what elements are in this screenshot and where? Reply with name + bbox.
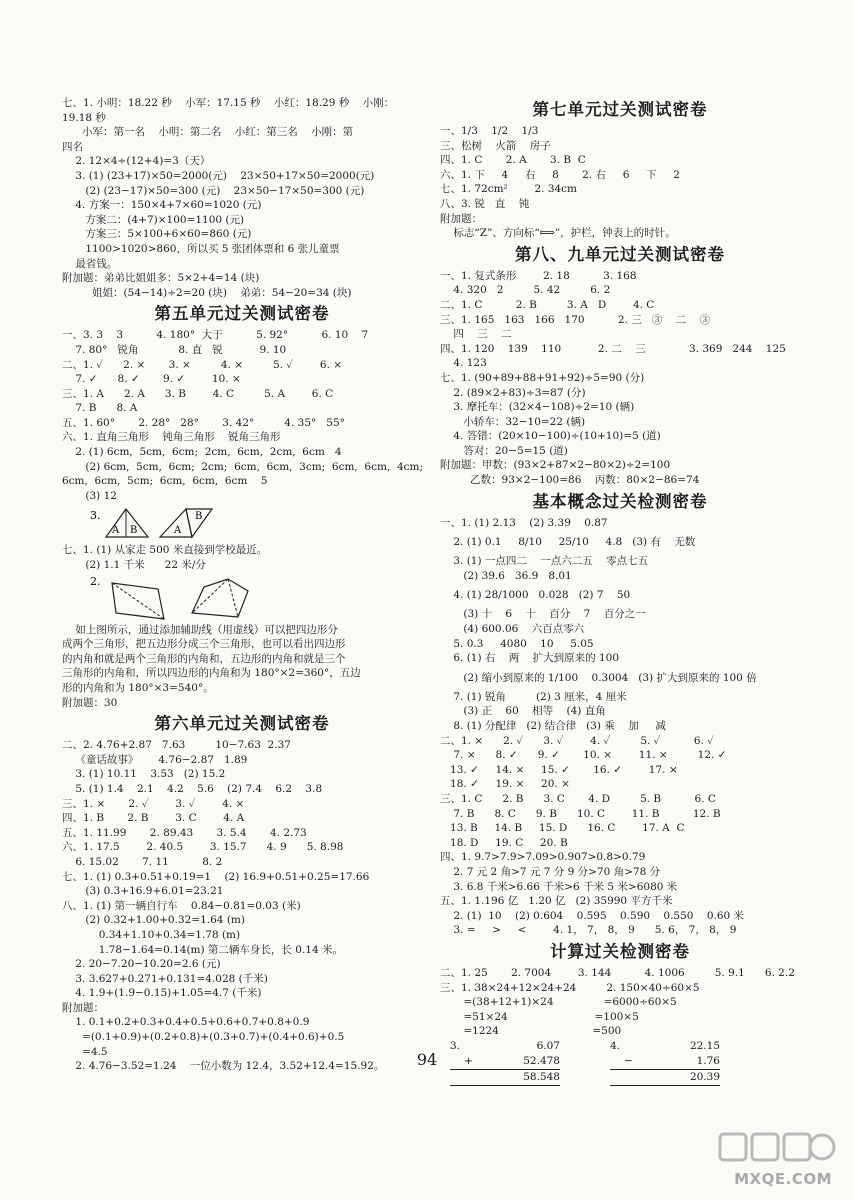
- answer-line: 18. ✓ 19. × 20. ×: [440, 778, 570, 791]
- answer-line: 小军：第一名 小明：第二名 小红：第三名 小刚：第: [62, 126, 354, 139]
- answer-line: =1224 =500: [440, 1025, 622, 1038]
- answer-line: (3) 12: [62, 489, 117, 502]
- left-column: [62, 96, 422, 1074]
- answer-line: 19.18 秒: [62, 111, 106, 124]
- answer-line: 6. 15.02 7. 11 8. 2: [62, 855, 223, 868]
- svg-text:2.: 2.: [90, 574, 101, 588]
- answer-line: 七、1. 小明：18.22 秒 小军：17.15 秒 小红：18.29 秒 小刚：: [62, 97, 395, 109]
- answer-line: 三、松树 火箭 房子: [440, 139, 551, 152]
- answer-line: (2) 1.1 千米 22 米/分: [62, 559, 206, 572]
- answer-line: 标志“Z”、方向标“⟾”，护栏，钟表上的时针。: [440, 227, 676, 240]
- triangle-figure: [62, 503, 422, 543]
- section-title: 第六单元过关测试密卷: [154, 714, 330, 734]
- answer-line: 如上图所示，通过添加辅助线（用虚线）可以把四边形分: [62, 623, 338, 636]
- answer-line: 3. (1) (23+17)×50=2000(元) 23×50+17×50=2000(元): [62, 169, 375, 182]
- vc-result: 20.39: [689, 1070, 720, 1083]
- section-title: 第八、九单元过关测试密卷: [515, 244, 725, 264]
- answer-line: 附加题：甲数：(93×2+87×2−80×2)÷2=100: [440, 459, 671, 472]
- answer-line: 四、1. B 2. B 3. C 4. A: [62, 812, 245, 825]
- watermark-logo: [716, 1130, 836, 1188]
- answer-line: =51×24 =100×5: [440, 1010, 639, 1023]
- answer-line: =4.5: [62, 1045, 108, 1058]
- answer-line: 4. 方案一：150×4+7×60=1020 (元): [62, 199, 262, 212]
- answer-line: 4. (1) 28/1000 0.028 (2) 7 50: [440, 589, 631, 602]
- answer-line: 1100>1020>860，所以买 5 张团体票和 6 张儿童票: [62, 242, 340, 255]
- answer-line: 2. 4.76−3.52=1.24 一位小数为 12.4，3.52+12.4=15.92。: [62, 1060, 385, 1073]
- answer-line: (2) 缩小到原来的 1/100 0.3004 (3) 扩大到原来的 100 倍: [440, 671, 757, 684]
- answer-line: 附加题：弟弟比姐姐多：5×2+4=14 (块): [62, 272, 260, 285]
- answer-line: 7. 80° 锐角 8. 直 锐 9. 10: [62, 343, 287, 356]
- answer-line: 二、1. C 2. B 3. A D 4. C: [440, 298, 655, 311]
- answer-line: 最省钱。: [62, 257, 118, 270]
- answer-line: 3. = > < 4. 1， 7， 8， 9 5. 6， 7， 8， 9: [440, 924, 737, 937]
- answer-line: 2. (1) 0.1 8/10 25/10 4.8 (3) 有 无数: [440, 536, 696, 549]
- answer-line: (2) 0.32+1.00+0.32=1.64 (m): [62, 914, 245, 927]
- answer-line: 4. 1.9+(1.9−0.15)+1.05=4.7 (千米): [62, 987, 262, 1000]
- answer-line: 四、1. 120 139 110 2. 二 三 3. 369 244 125: [440, 342, 786, 355]
- vc-label: 3.: [450, 1039, 461, 1052]
- answer-line: 一、3. 3 3 4. 180° 大于 5. 92° 6. 10 7: [62, 329, 369, 342]
- svg-text:A: A: [112, 525, 120, 537]
- answer-line: 三角形的内角和，所以四边形的内角和为 180°×2=360°，五边: [62, 667, 361, 680]
- answer-line: =(38+12+1)×24 =6000÷60×5: [440, 996, 677, 1009]
- vc-top: 6.07: [536, 1039, 560, 1052]
- svg-text:A: A: [174, 525, 182, 537]
- answer-line: 一、1/3 1/2 1/3: [440, 125, 539, 137]
- answer-line: 六、1. 下 4 右 8 2. 右 6 下 2: [440, 168, 680, 181]
- answer-line: 五、1. 11.99 2. 89.43 3. 5.4 4. 2.73: [62, 826, 307, 839]
- vc-label: 4.: [610, 1039, 621, 1052]
- answer-line: 2. 12×4÷(12+4)=3（天）: [62, 155, 211, 168]
- vc-top: 22.15: [689, 1039, 720, 1052]
- answer-line: 方案三：5×100+6×60=860 (元): [62, 228, 252, 241]
- answer-line: 成两个三角形，把五边形分成三个三角形，也可以看出四边形: [62, 638, 346, 651]
- answer-line: 7. × 8. ✓ 9. ✓ 10. × 11. × 12. ✓: [440, 749, 727, 762]
- answer-line: 3. 摩托车：(32×4−108)÷2=10 (辆): [440, 401, 635, 414]
- answer-line: 八、3. 锐 直 钝: [440, 197, 530, 210]
- section-title: 第七单元过关测试密卷: [532, 100, 708, 119]
- answer-line: 2. (1) 6cm, 5cm, 6cm; 2cm, 6cm, 2cm, 6cm 4: [62, 446, 342, 459]
- right-column: [440, 96, 800, 1101]
- section-title: 基本概念过关检测密卷: [532, 491, 708, 511]
- answer-line: 《童话故事》 4.76−2.87 1.89: [62, 753, 248, 766]
- answer-line: 3. (1) 10.11 3.53 (2) 15.2: [62, 768, 226, 781]
- answer-line: 六、1. 直角三角形 钝角三角形 锐角三角形: [62, 431, 281, 444]
- answer-line: 三、1. 165 163 166 170 2. 三 ③ 二 ③: [440, 313, 711, 326]
- answer-line: 18. D 19. C 20. B: [440, 836, 568, 849]
- answer-line: 2. (1) 10 (2) 0.604 0.595 0.590 0.550 0.60 米: [440, 909, 745, 922]
- answer-line: (2) 6cm, 5cm, 6cm; 2cm; 6cm, 6cm, 3cm; 6cm, 6cm, 4cm;: [62, 460, 424, 473]
- answer-line: (2) (23−17)×50=300 (元) 23×50−17×50=300 (元): [62, 184, 365, 197]
- answer-line: 二、2. 4.76+2.87 7.63 10−7.63 2.37: [62, 739, 291, 752]
- answer-line: 七、1. (1) 从家走 500 米直接到学校最近。: [62, 544, 268, 557]
- watermark-text: MXQE.COM: [734, 1170, 832, 1188]
- answer-line: 乙数：93×2−100=86 丙数：80×2−86=74: [440, 474, 700, 487]
- answer-line: 三、1. 38×24+12×24+24 2. 150×40÷60×5: [440, 981, 700, 994]
- svg-text:B: B: [195, 511, 203, 523]
- answer-line: 3. 6.8 千米>6.66 千米>6 千米 5 米>6080 米: [440, 880, 678, 893]
- answer-line: (3) 正 60 相等 (4) 直角: [440, 705, 606, 718]
- answer-line: 附加题：30: [62, 696, 118, 709]
- answer-line: 二、1. × 2. ✓ 3. ✓ 4. ✓ 5. ✓ 6. ✓: [440, 734, 714, 747]
- answer-line: (4) 600.06 六百点零六: [440, 623, 585, 636]
- answer-line: 2. (89×2+83)÷3=87 (分): [440, 386, 586, 399]
- answer-line: 答对：20−5=15 (道): [440, 444, 568, 457]
- answer-line: 7. (1) 锐角 (2) 3 厘米，4 厘米: [440, 690, 627, 703]
- answer-line: 1. 0.1+0.2+0.3+0.4+0.5+0.6+0.7+0.8+0.9: [62, 1016, 310, 1029]
- section-title: 计算过关检测密卷: [550, 941, 690, 961]
- answer-line: 7. B 8. C 9. B 10. C 11. B 12. B: [440, 807, 721, 820]
- answer-line: 四、1. C 2. A 3. B C: [440, 154, 586, 167]
- answer-line: 13. ✓ 14. × 15. ✓ 16. ✓ 17. ×: [440, 763, 678, 776]
- answer-line: 方案二：(4+7)×100=1100 (元): [62, 213, 245, 226]
- answer-line: =(0.1+0.9)+(0.2+0.8)+(0.3+0.7)+(0.4+0.6)+0.5: [62, 1031, 345, 1044]
- answer-line: 的内角和就是两个三角形的内角和，五边形的内角和就是三个: [62, 652, 346, 665]
- svg-text:B: B: [130, 525, 138, 537]
- answer-line: 六、1. 17.5 2. 40.5 3. 15.7 4. 9 5. 8.98: [62, 841, 344, 854]
- answer-line: 三、1. A 2. A 3. B 4. C 5. A 6. C: [62, 387, 334, 400]
- answer-line: 三、1. C 2. B 3. C 4. D 5. B 6. C: [440, 792, 716, 805]
- answer-line: 4. 320 2 5. 42 6. 2: [440, 284, 611, 297]
- vc-op: +: [464, 1054, 473, 1067]
- answer-line: 7. ✓ 8. ✓ 9. ✓ 10. ×: [62, 373, 241, 386]
- answer-line: 七、1. (1) 0.3+0.51+0.19=1 (2) 16.9+0.51+0.25=17.66: [62, 870, 370, 883]
- answer-line: 0.34+1.10+0.34=1.78 (m): [62, 928, 241, 941]
- answer-line: 七、1. (90+89+88+91+92)÷5=90 (分): [440, 371, 645, 384]
- answer-line: (2) 39.6 36.9 8.01: [440, 569, 572, 582]
- answer-line: 3. (1) 一点四二 一点六二五 零点七五: [440, 555, 649, 568]
- section-title: 第五单元过关测试密卷: [154, 304, 330, 324]
- answer-line: 七、1. 72cm² 2. 34cm: [440, 183, 578, 196]
- answer-line: 二、1. ✓ 2. × 3. × 4. × 5. ✓ 6. ×: [62, 358, 343, 371]
- answer-line: 5. 0.3 4080 10 5.05: [440, 637, 594, 650]
- answer-line: 13. B 14. B 15. D 16. C 17. A C: [440, 822, 685, 835]
- answer-line: 1.78−1.64=0.14(m) 第二辆车身长，长 0.14 米。: [62, 943, 343, 956]
- answer-line: 4. 123: [440, 357, 487, 370]
- page-number: 94: [416, 1050, 438, 1069]
- answer-line: 小轿车：32−10=22 (辆): [440, 415, 586, 428]
- answer-line: 一、1. (1) 2.13 (2) 3.39 0.87: [440, 516, 608, 529]
- answer-line: 6cm, 6cm, 5cm; 6cm, 6cm, 6cm 5: [62, 475, 268, 488]
- answer-line: 四 三 二: [440, 328, 512, 341]
- answer-line: 四、1. 9.7>7.9>7.09>0.907>0.8>0.79: [440, 851, 646, 864]
- answer-line: 二、1. 25 2. 7004 3. 144 4. 1006 5. 9.1 6. 2.2: [440, 966, 795, 979]
- answer-line: 八、1. (1) 第一辆自行车 0.84−0.81=0.03 (米): [62, 899, 301, 912]
- answer-line: 2. 7 元 2 角>7 元 7 分 9 分>70 角>78 分: [440, 865, 661, 878]
- answer-line: 5. (1) 1.4 2.1 4.2 5.6 (2) 7.4 6.2 3.8: [62, 782, 323, 795]
- answer-line: 4. 答错：(20×10−100)÷(10+10)=5 (道): [440, 430, 661, 443]
- answer-line: 一、1. 复式条形 2. 18 3. 168: [440, 269, 637, 282]
- answer-line: 7. B 8. A: [62, 402, 138, 415]
- vc-second: 52.478: [523, 1054, 560, 1067]
- answer-line: 3. 3.627+0.271+0.131=4.028 (千米): [62, 972, 268, 985]
- answer-line: 三、1. × 2. ✓ 3. ✓ 4. ×: [62, 797, 245, 810]
- answer-line: 五、1. 1.196 亿 1.20 亿 (2) 35990 平方千米: [440, 895, 673, 908]
- vc-op: −: [624, 1054, 633, 1067]
- answer-line: 8. (1) 分配律 (2) 结合律 (3) 乘 加 减: [440, 720, 666, 732]
- vertical-calculations: [440, 1039, 800, 1101]
- answer-line: (3) 十 6 十 百分 7 百分之一: [440, 608, 646, 621]
- answer-line: 五、1. 60° 2. 28° 28° 3. 42° 4. 35° 55°: [62, 416, 345, 429]
- vc-second: 1.76: [696, 1054, 720, 1067]
- answer-line: 四名: [62, 140, 83, 153]
- answer-line: 附加题：: [440, 212, 482, 225]
- answer-line: 形的内角和为 180°×3=540°。: [62, 682, 214, 694]
- answer-line: 6. (1) 右 两 扩大到原来的 100: [440, 652, 619, 665]
- answer-line: 2. 20−7.20−10.20=2.6 (元): [62, 958, 221, 971]
- answer-line: 姐姐：(54−14)÷2=20 (块) 弟弟：54−20=34 (块): [62, 286, 352, 299]
- answer-line: 附加题：: [62, 1001, 104, 1014]
- answer-line: (3) 0.3+16.9+6.01=23.21: [62, 885, 224, 898]
- vc-result: 58.548: [523, 1070, 560, 1083]
- svg-text:3.: 3.: [90, 509, 101, 523]
- quadrilateral-figure: [62, 573, 422, 623]
